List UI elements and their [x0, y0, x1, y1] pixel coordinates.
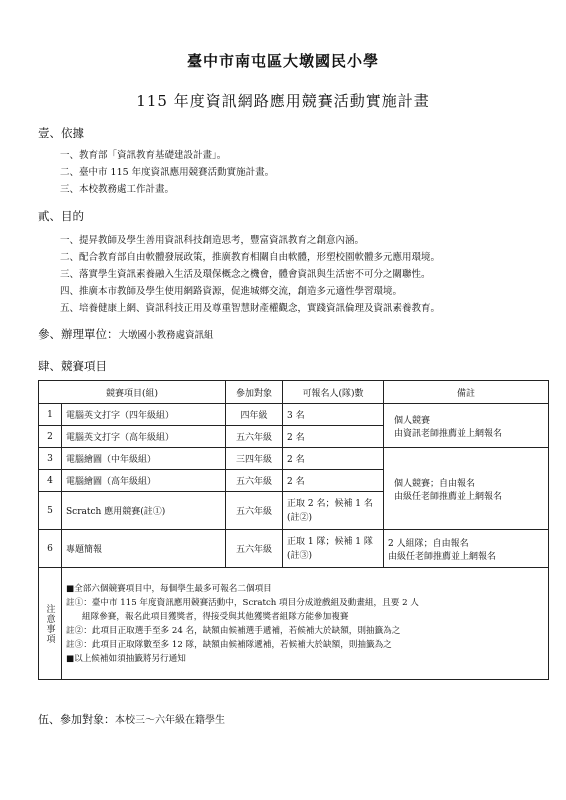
section1-heading: 壹、依據 [38, 126, 84, 140]
note-line: 註②：此項目正取選手至多 24 名，缺額由候補選手遞補，若候補大於缺額，則抽籤為之 [66, 625, 401, 636]
row-number: 2 [39, 426, 62, 448]
row-item: 電腦繪圖（中年級組） [62, 448, 226, 470]
row-number: 5 [39, 492, 62, 530]
row-item: 電腦英文打字（四年級組） [62, 404, 226, 426]
plan-title: 115 年度資訊網路應用競賽活動實施計畫 [136, 92, 430, 110]
row-item: Scratch 應用競賽(註①) [62, 492, 226, 530]
section5-value: 本校三～六年級在籍學生 [115, 715, 225, 726]
row-number: 3 [39, 448, 62, 470]
section2-item: 五、培養健康上網、資訊科技正用及尊重智慧財產權觀念，實踐資訊倫理及資訊素養教育。 [60, 303, 441, 314]
section2-item: 一、提昇教師及學生善用資訊科技創造思考，豐富資訊教育之創意內涵。 [60, 235, 365, 246]
notes-row [39, 568, 549, 680]
competition-table [38, 380, 549, 680]
table-row [39, 530, 549, 568]
row-item: 電腦英文打字（高年級組） [62, 426, 226, 448]
row-target: 四年級 [226, 404, 283, 426]
row-target: 五六年級 [226, 530, 283, 568]
section4-heading: 肆、競賽項目 [38, 359, 107, 373]
row-quota: 3 名 [283, 404, 384, 426]
row-number: 6 [39, 530, 62, 568]
remark-line: 由級任老師推薦並上網報名 [388, 551, 497, 562]
row-quota: 正取 2 名；候補 1 名(註②) [283, 492, 384, 530]
table-row [39, 404, 549, 426]
section2-heading: 貳、目的 [38, 209, 84, 223]
table-header-row [39, 381, 549, 404]
section2-item: 二、配合教育部自由軟體發展政策，推廣教育相關自由軟體，形塑校園軟體多元應用環境。 [60, 252, 441, 263]
section3-heading: 參、辦理單位： [38, 327, 119, 341]
note-line: ■以上候補如須抽籤將另行通知 [66, 653, 186, 664]
row-target: 五六年級 [226, 492, 283, 530]
row-quota: 2 名 [283, 448, 384, 470]
row-target: 五六年級 [226, 470, 283, 492]
section1-item: 一、教育部「資訊教育基礎建設計畫」。 [60, 150, 227, 161]
row-target: 五六年級 [226, 426, 283, 448]
remark-line: 個人競賽；自由報名 [394, 478, 476, 489]
row-quota: 2 名 [283, 426, 384, 448]
remark-cell [384, 530, 549, 568]
section5-heading: 伍、參加對象： [38, 713, 115, 726]
row-number: 1 [39, 404, 62, 426]
remark-line: 2 人組隊；自由報名 [388, 538, 469, 549]
row-target: 三四年級 [226, 448, 283, 470]
note-line: ■全部六個競賽項目中，每個學生最多可報名二個項目 [66, 583, 272, 594]
table-row [39, 448, 549, 470]
section5 [38, 711, 225, 727]
section1-item: 三、本校教務處工作計畫。 [60, 184, 175, 195]
section2-item: 三、落實學生資訊素養融入生活及環保概念之機會，體會資訊與生活密不可分之關聯性。 [60, 269, 431, 280]
remark-line: 由級任老師推薦並上網報名 [394, 491, 503, 502]
remark-cell [384, 404, 549, 448]
section2-item: 四、推廣本市教師及學生使用網路資源，促進城鄉交流，創造多元適性學習環境。 [60, 286, 403, 297]
header-quota: 可報名人(隊)數 [283, 381, 384, 404]
remark-line: 由資訊老師推薦並上網報名 [394, 428, 503, 439]
school-title: 臺中市南屯區大墩國民小學 [186, 52, 379, 70]
row-quota: 正取 1 隊；候補 1 隊(註③) [283, 530, 384, 568]
row-number: 4 [39, 470, 62, 492]
notes-label: 注意事項 [44, 603, 55, 644]
header-target: 參加對象 [226, 381, 283, 404]
notes-label-cell [39, 568, 62, 680]
section3 [38, 326, 214, 342]
header-remarks: 備註 [384, 381, 549, 404]
notes-cell [62, 568, 549, 680]
row-quota: 2 名 [283, 470, 384, 492]
header-item: 競賽項目(組) [39, 381, 226, 404]
row-item: 專題簡報 [62, 530, 226, 568]
note-line: 組隊參賽，報名此項目獲獎者，得接受與其他獲獎者組隊方能參加複賽 [82, 611, 349, 622]
section1-item: 二、臺中市 115 年度資訊應用競賽活動實施計畫。 [60, 167, 275, 178]
note-line: 註①：臺中市 115 年度資訊應用競賽活動中，Scratch 項目分成遊戲組及動畫組，且要 2 人 [66, 597, 419, 608]
remark-line: 個人競賽 [394, 415, 431, 426]
section3-value: 大墩國小教務處資訊組 [118, 330, 214, 341]
remark-cell [384, 448, 549, 530]
row-item: 電腦繪圖（高年級組） [62, 470, 226, 492]
note-line: 註③：此項目正取隊數至多 12 隊，缺額由候補隊遞補，若候補大於缺額，則抽籤為之 [66, 639, 392, 650]
